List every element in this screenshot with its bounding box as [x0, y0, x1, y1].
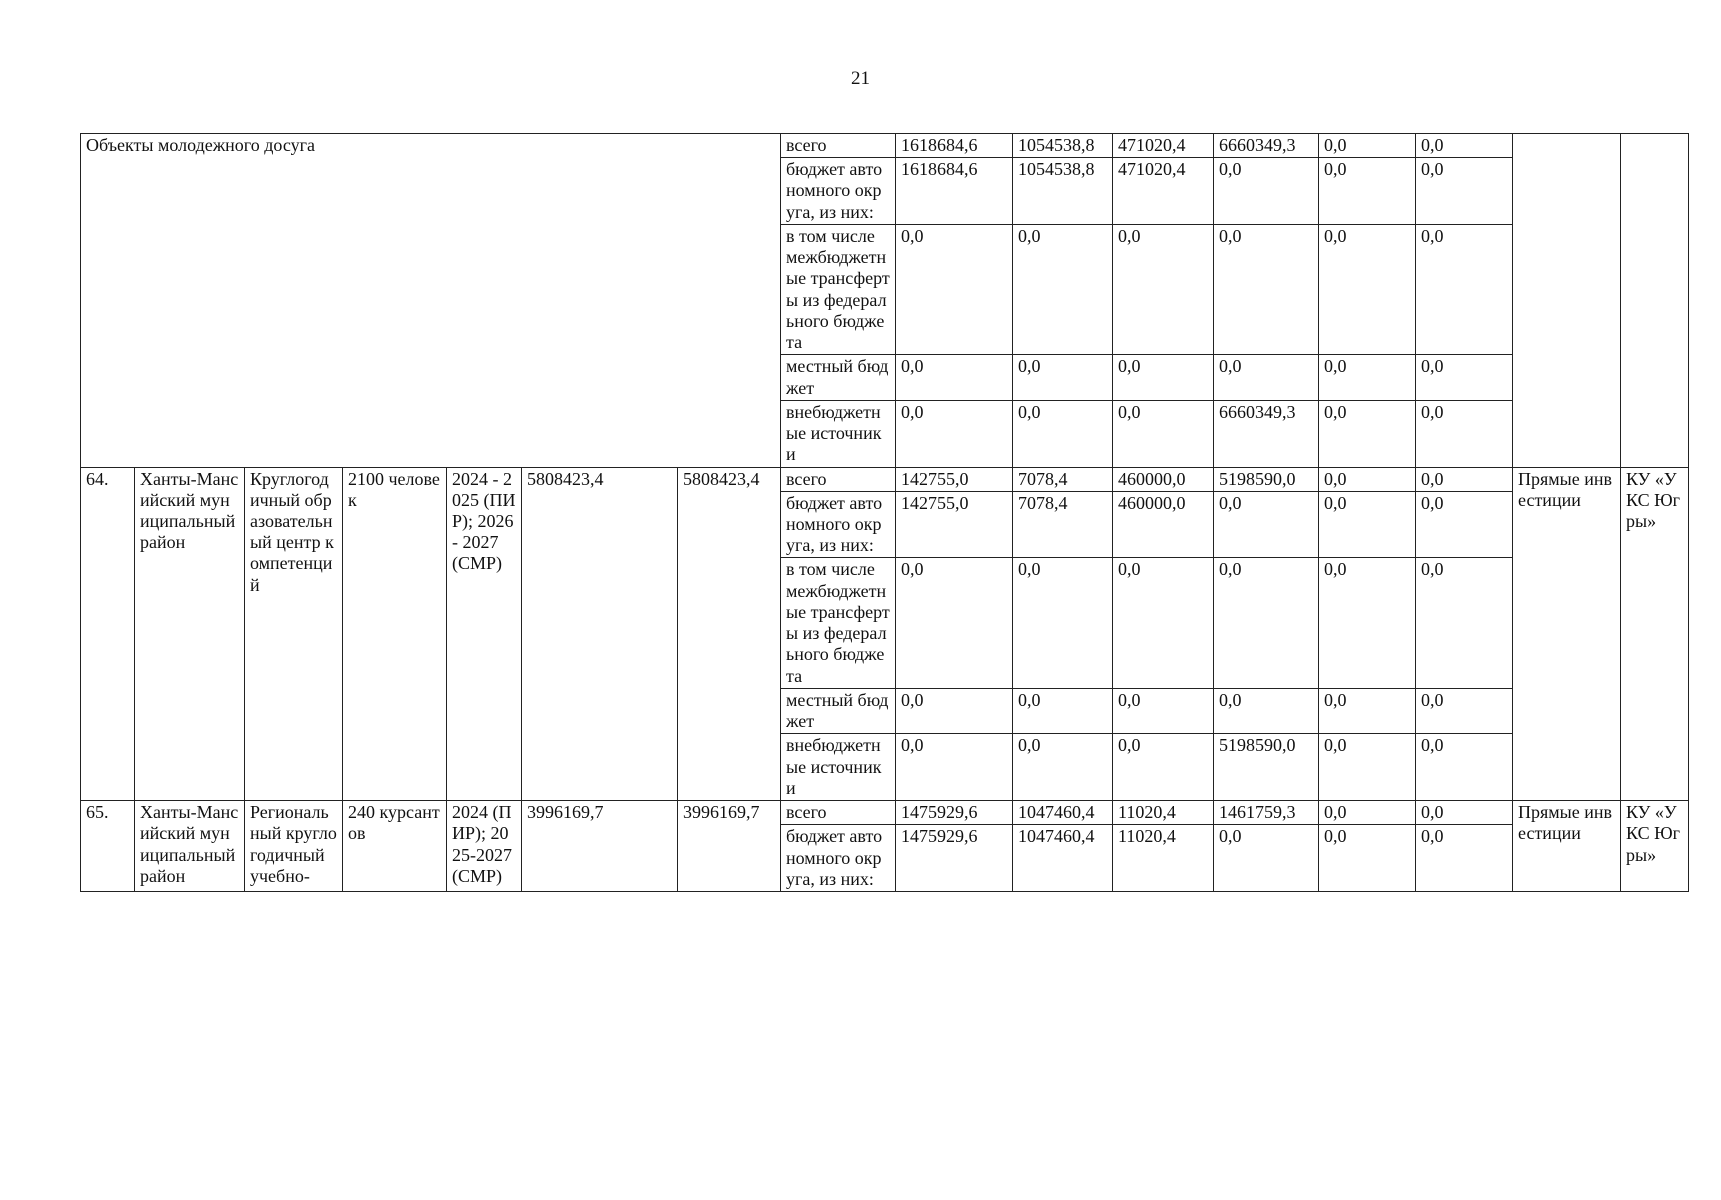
- table-row: [81, 467, 1689, 491]
- funding-value-cell: 0,0: [1319, 467, 1416, 491]
- funding-source-cell: местный бюджет: [781, 688, 896, 733]
- funding-value-cell: 0,0: [1113, 688, 1214, 733]
- funding-value-cell: 1047460,4: [1013, 825, 1113, 892]
- funding-source-cell: всего: [781, 801, 896, 825]
- investment-objects-table: [80, 133, 1689, 892]
- funding-value-cell: 0,0: [1013, 734, 1113, 801]
- row-number-cell: 64.: [81, 467, 135, 801]
- funding-value-cell: 0,0: [1013, 400, 1113, 467]
- funding-value-cell: 5198590,0: [1214, 734, 1319, 801]
- funding-value-cell: 0,0: [1214, 224, 1319, 354]
- funding-value-cell: 0,0: [1319, 224, 1416, 354]
- capacity-cell: 240 курсантов: [343, 801, 447, 892]
- funding-value-cell: 0,0: [1416, 158, 1513, 225]
- funding-value-cell: 0,0: [1013, 688, 1113, 733]
- funding-value-cell: 0,0: [1319, 825, 1416, 892]
- funding-value-cell: 5198590,0: [1214, 467, 1319, 491]
- funding-source-cell: в том числе межбюджетные трансферты из федерального бюджета: [781, 224, 896, 354]
- cost-remaining-cell: 5808423,4: [678, 467, 781, 801]
- funding-value-cell: 6660349,3: [1214, 400, 1319, 467]
- period-cell: 2024 (ПИР); 2025-2027 (СМР): [447, 801, 522, 892]
- funding-value-cell: 0,0: [1416, 134, 1513, 158]
- funding-value-cell: 1461759,3: [1214, 801, 1319, 825]
- funding-value-cell: 0,0: [1214, 491, 1319, 558]
- funding-value-cell: 1618684,6: [896, 134, 1013, 158]
- funding-value-cell: 0,0: [1214, 158, 1319, 225]
- funding-source-cell: всего: [781, 134, 896, 158]
- funding-value-cell: 0,0: [1319, 688, 1416, 733]
- funding-value-cell: 0,0: [1214, 688, 1319, 733]
- funding-source-cell: бюджет автономного округа, из них:: [781, 158, 896, 225]
- funding-value-cell: 0,0: [1113, 355, 1214, 400]
- funding-value-cell: 0,0: [896, 400, 1013, 467]
- funding-value-cell: 0,0: [1319, 801, 1416, 825]
- funding-value-cell: 7078,4: [1013, 491, 1113, 558]
- funding-value-cell: 0,0: [1113, 558, 1214, 688]
- funding-value-cell: 460000,0: [1113, 491, 1214, 558]
- funding-value-cell: 1475929,6: [896, 801, 1013, 825]
- funding-value-cell: 0,0: [1416, 734, 1513, 801]
- funding-value-cell: 0,0: [1319, 558, 1416, 688]
- funding-value-cell: 0,0: [1214, 825, 1319, 892]
- funding-value-cell: 0,0: [1416, 400, 1513, 467]
- funding-source-cell: местный бюджет: [781, 355, 896, 400]
- cost-total-cell: 3996169,7: [522, 801, 678, 892]
- funding-value-cell: 1475929,6: [896, 825, 1013, 892]
- funding-value-cell: 11020,4: [1113, 825, 1214, 892]
- funding-value-cell: 460000,0: [1113, 467, 1214, 491]
- group-title-cell: Объекты молодежного досуга: [81, 134, 781, 468]
- funding-value-cell: 6660349,3: [1214, 134, 1319, 158]
- object-name-cell: Региональный круглогодичный учебно-: [245, 801, 343, 892]
- funding-value-cell: 0,0: [1319, 400, 1416, 467]
- funding-value-cell: 0,0: [1013, 224, 1113, 354]
- customer-cell: КУ «УКС Югры»: [1621, 467, 1689, 801]
- funding-value-cell: 0,0: [1214, 355, 1319, 400]
- funding-value-cell: 1618684,6: [896, 158, 1013, 225]
- funding-value-cell: 11020,4: [1113, 801, 1214, 825]
- mechanism-cell: [1513, 134, 1621, 468]
- table-row: [81, 801, 1689, 825]
- funding-value-cell: 0,0: [1214, 558, 1319, 688]
- funding-source-cell: бюджет автономного округа, из них:: [781, 825, 896, 892]
- funding-value-cell: 0,0: [896, 558, 1013, 688]
- funding-value-cell: 142755,0: [896, 491, 1013, 558]
- funding-value-cell: 0,0: [896, 688, 1013, 733]
- period-cell: 2024 - 2025 (ПИР); 2026 - 2027 (СМР): [447, 467, 522, 801]
- funding-source-cell: всего: [781, 467, 896, 491]
- object-name-cell: Круглогодичный образовательный центр компетенций: [245, 467, 343, 801]
- funding-value-cell: 1054538,8: [1013, 158, 1113, 225]
- funding-value-cell: 471020,4: [1113, 134, 1214, 158]
- funding-value-cell: 1047460,4: [1013, 801, 1113, 825]
- mechanism-cell: Прямые инвестиции: [1513, 801, 1621, 892]
- funding-value-cell: 0,0: [1319, 491, 1416, 558]
- cost-remaining-cell: 3996169,7: [678, 801, 781, 892]
- funding-source-cell: в том числе межбюджетные трансферты из федерального бюджета: [781, 558, 896, 688]
- funding-source-cell: внебюджетные источники: [781, 400, 896, 467]
- funding-value-cell: 0,0: [1113, 734, 1214, 801]
- mechanism-cell: Прямые инвестиции: [1513, 467, 1621, 801]
- cost-total-cell: 5808423,4: [522, 467, 678, 801]
- funding-value-cell: 0,0: [1319, 355, 1416, 400]
- row-number-cell: 65.: [81, 801, 135, 892]
- table-row: [81, 134, 1689, 158]
- funding-value-cell: 0,0: [896, 355, 1013, 400]
- funding-source-cell: внебюджетные источники: [781, 734, 896, 801]
- funding-value-cell: 0,0: [896, 734, 1013, 801]
- funding-value-cell: 471020,4: [1113, 158, 1214, 225]
- funding-value-cell: 0,0: [1416, 467, 1513, 491]
- funding-value-cell: 0,0: [1416, 558, 1513, 688]
- funding-value-cell: 0,0: [1416, 801, 1513, 825]
- customer-cell: [1621, 134, 1689, 468]
- municipality-cell: Ханты-Мансийский муниципальный район: [135, 467, 245, 801]
- funding-source-cell: бюджет автономного округа, из них:: [781, 491, 896, 558]
- funding-value-cell: 0,0: [1319, 158, 1416, 225]
- funding-value-cell: 1054538,8: [1013, 134, 1113, 158]
- funding-value-cell: 7078,4: [1013, 467, 1113, 491]
- funding-value-cell: 0,0: [896, 224, 1013, 354]
- funding-value-cell: 0,0: [1013, 355, 1113, 400]
- funding-value-cell: 0,0: [1113, 400, 1214, 467]
- funding-value-cell: 0,0: [1319, 134, 1416, 158]
- capacity-cell: 2100 человек: [343, 467, 447, 801]
- page-number: 21: [851, 68, 870, 89]
- funding-value-cell: 0,0: [1013, 558, 1113, 688]
- funding-value-cell: 0,0: [1416, 355, 1513, 400]
- funding-value-cell: 0,0: [1319, 734, 1416, 801]
- funding-value-cell: 0,0: [1113, 224, 1214, 354]
- funding-value-cell: 0,0: [1416, 688, 1513, 733]
- funding-value-cell: 142755,0: [896, 467, 1013, 491]
- municipality-cell: Ханты-Мансийский муниципальный район: [135, 801, 245, 892]
- customer-cell: КУ «УКС Югры»: [1621, 801, 1689, 892]
- funding-value-cell: 0,0: [1416, 491, 1513, 558]
- funding-value-cell: 0,0: [1416, 825, 1513, 892]
- funding-value-cell: 0,0: [1416, 224, 1513, 354]
